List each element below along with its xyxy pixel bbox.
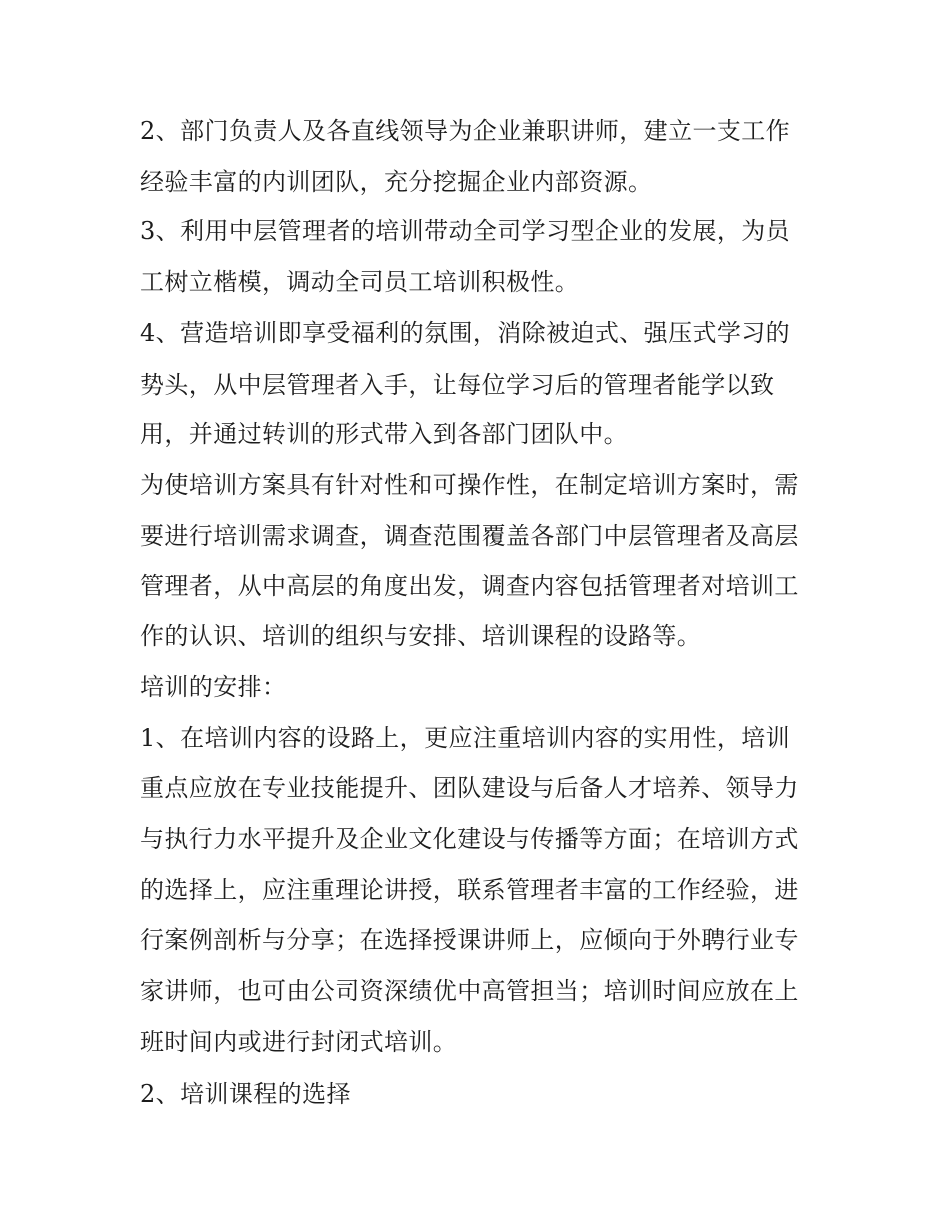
section-heading: 2、培训课程的选择 <box>140 1080 351 1108</box>
text-line: 工树立楷模，调动全司员工培训积极性。 <box>140 268 580 296</box>
text-line: 4、营造培训即享受福利的氛围，消除被迫式、强压式学习的 <box>140 319 791 347</box>
text-line: 经验丰富的内训团队，充分挖掘企业内部资源。 <box>140 168 653 196</box>
text-line: 3、利用中层管理者的培训带动全司学习型企业的发展，为员 <box>140 217 791 245</box>
text-line: 与执行力水平提升及企业文化建设与传播等方面；在培训方式 <box>140 825 799 853</box>
text-line: 2、部门负责人及各直线领导为企业兼职讲师，建立一支工作 <box>140 117 791 145</box>
text-line: 家讲师，也可由公司资深绩优中高管担当；培训时间应放在上 <box>140 977 799 1005</box>
text-line: 用，并通过转训的形式带入到各部门团队中。 <box>140 420 628 448</box>
text-line: 1、在培训内容的设路上，更应注重培训内容的实用性，培训 <box>140 724 791 752</box>
text-line: 班时间内或进行封闭式培训。 <box>140 1028 458 1056</box>
text-line: 重点应放在专业技能提升、团队建设与后备人才培养、领导力 <box>140 774 799 802</box>
text-line: 的选择上，应注重理论讲授，联系管理者丰富的工作经验，进 <box>140 876 799 904</box>
text-line: 为使培训方案具有针对性和可操作性，在制定培训方案时，需 <box>140 471 799 499</box>
text-line: 管理者，从中高层的角度出发，调查内容包括管理者对培训工 <box>140 572 799 600</box>
text-line: 势头，从中层管理者入手，让每位学习后的管理者能学以致 <box>140 371 775 399</box>
section-heading: 培训的安排： <box>140 673 287 701</box>
text-line: 要进行培训需求调查，调查范围覆盖各部门中层管理者及高层 <box>140 522 799 550</box>
text-line: 行案例剖析与分享；在选择授课讲师上，应倾向于外聘行业专 <box>140 926 799 954</box>
text-line: 作的认识、培训的组织与安排、培训课程的设路等。 <box>140 622 702 650</box>
